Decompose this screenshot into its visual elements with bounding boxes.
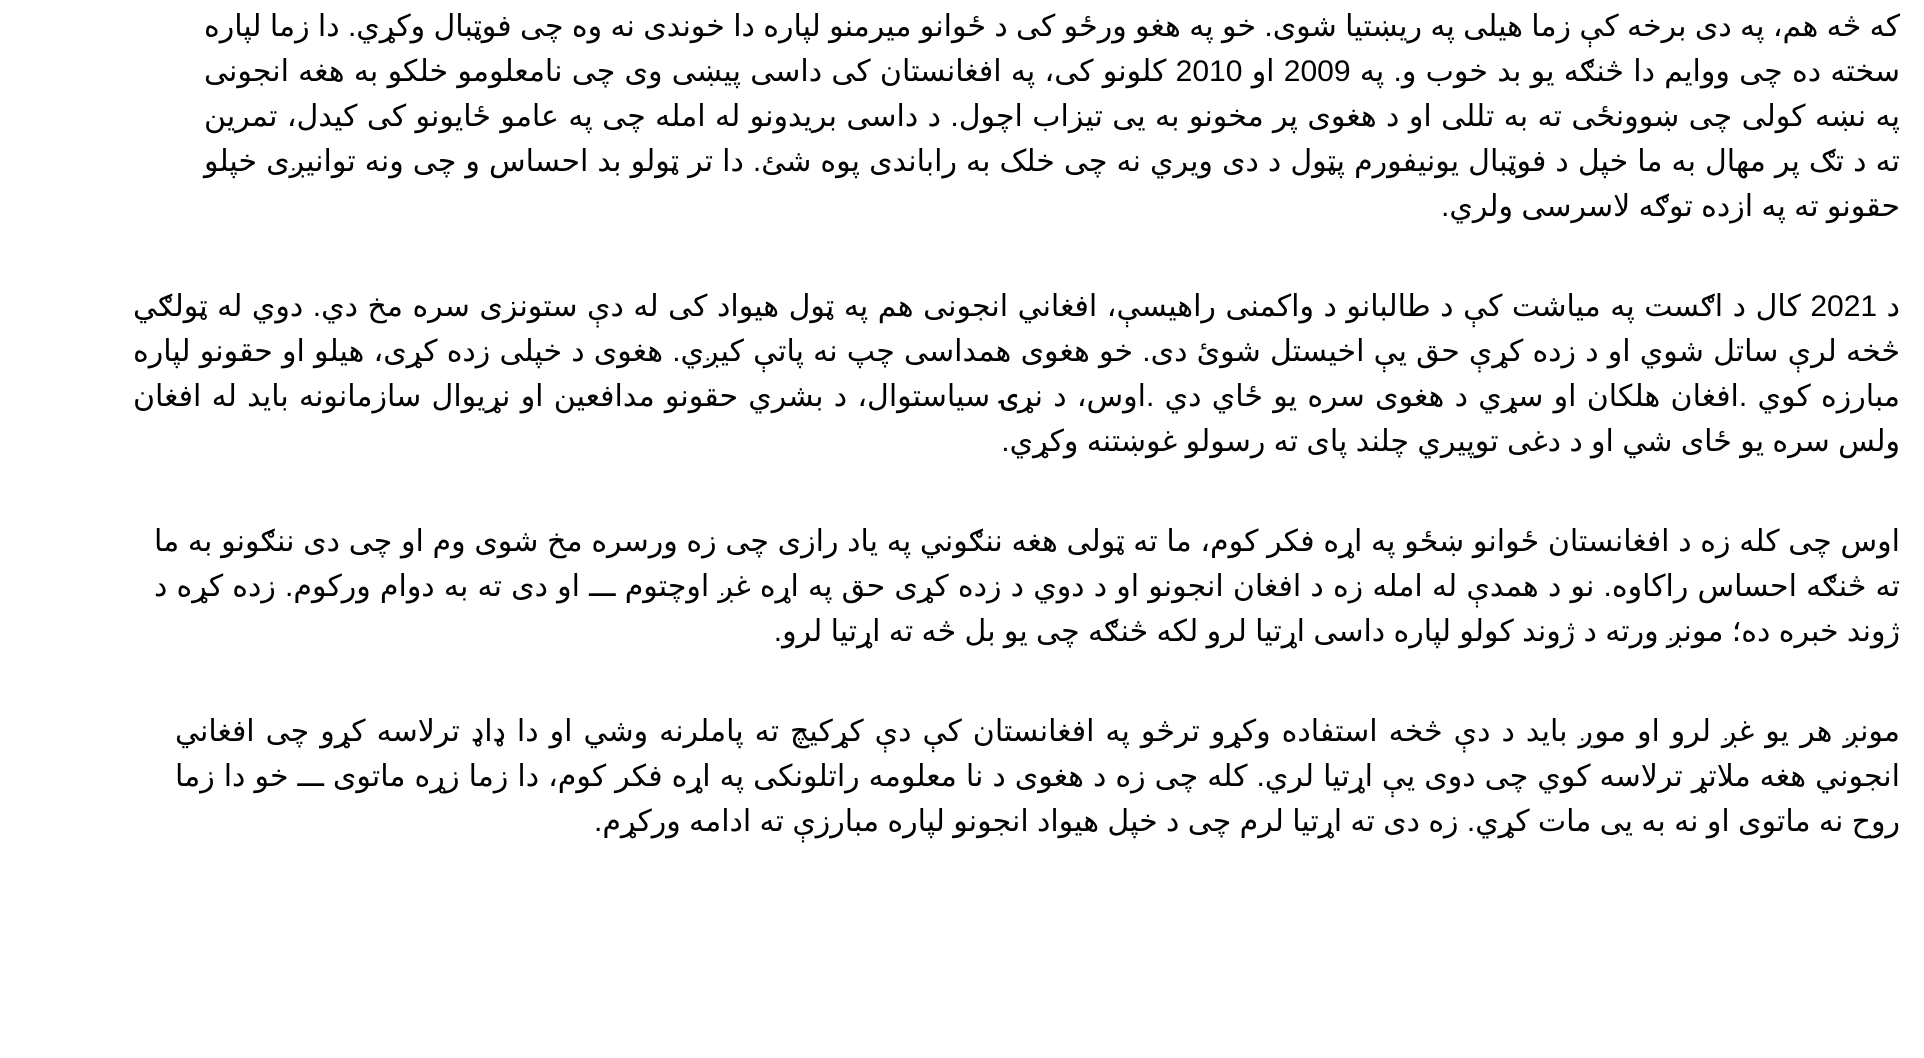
paragraph-3: اوس چی کله زه د افغانستان ځوانو ښځو په اړه فکر کوم، ما ته ټولی هغه ننګوني په یاد رازی چی زه ورسره مخ شوی وم او چی دی ننګونو به ما ته څنګه احساس راکاوه. نو د همدې له امله زه د افغان انجونو او د دوي د زده کړی حق په اړه غږ اوچتوم ـــ او دی ته به دوام ورکوم. زده کړه د ژوند خبره ده؛ مونږ ورته د ژوند کولو لپاره داسی اړتیا لرو لکه څنګه چی یو بل څه ته اړتیا لرو.	[154, 525, 1900, 648]
paragraph-4: مونږ هر یو غږ لرو او موږ باید د دې څخه استفاده وکړو ترڅو په افغانستان کې دې کړکیچ ته پاملرنه وشي او دا ډاډ ترلاسه کړو چی افغاني انجوني هغه ملاتړ ترلاسه کوي چی دوی یې اړتیا لري. کله چی زه د هغوی د نا معلومه راتلونکی په اړه فکر کوم، دا زما زړه ماتوی ـــ خو دا زما روح نه ماتوی او نه به یی مات کړي. زه دی ته اړتیا لرم چی د خپل هیواد انجونو لپاره مبارزې ته ادامه ورکړم.	[175, 715, 1900, 838]
paragraph-1: که څه هم، په دی برخه کې زما هیلی په ریښتیا شوی. خو په هغو ورځو کی د ځوانو میرمنو لپاره دا خوندی نه وه چی فوټبال وکړي. دا زما لپاره سخته ده چی ووایم دا څنګه یو بد خوب و. په 2009 او 2010 کلونو کی، په افغانستان کی داسی پیښی وی چی نامعلومو خلکو به هغه انجونی په نښه کولی چی ښوونځی ته به تللی او د هغوی پر مخونو به یی تیزاب اچول. د داسی بریدونو له امله چی په عامو ځایونو کی کیدل، تمرین ته د تګ پر مهال به ما خپل د فوټبال یونیفورم پټول د دی ویري نه چی خلک به راباندی پوه شئ. دا تر ټولو بد احساس و چی ونه توانیږی خپلو حقونو ته په ازده توګه لاسرسی ولري.	[204, 10, 1900, 223]
paragraph-2: د 2021 کال د اګست په میاشت کې د طالبانو د واکمنی راهیسې، افغاني انجونی هم په ټول هیواد کی له دې ستونزی سره مخ دي. دوي له ټولګي څخه لرې ساتل شوي او د زده کړې حق يې اخیستل شوئ دی. خو هغوی همداسی چپ نه پاتې کیږي. هغوی د خپلی زده کړی، هیلو او حقونو لپاره مبارزه کوي .افغان هلکان او سړي د هغوی سره یو ځاي دي .اوس، د نړۍ سیاستوال، د بشري حقونو مدافعین او نړیوال سازمانونه باید له افغان ولس سره یو ځای شي او د دغی توپیري چلند پای ته رسولو غوښتنه وکړي.	[133, 290, 1900, 458]
document-body	[0, 4, 1900, 844]
